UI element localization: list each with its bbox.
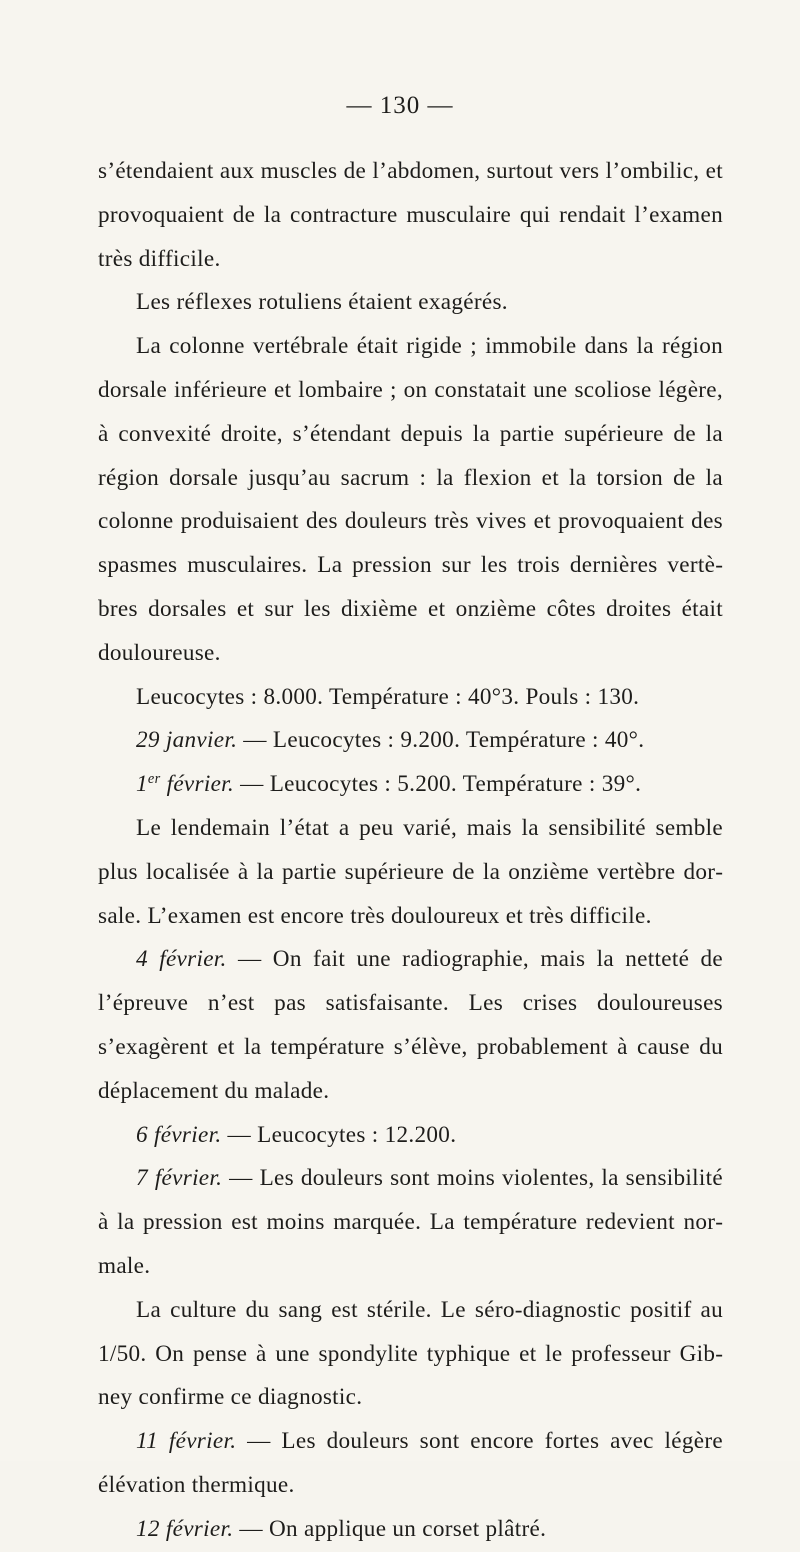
- paragraph-6-fevrier: [98, 1114, 723, 1158]
- entry-date: 11 février.: [136, 1428, 237, 1455]
- paragraph-1-fevrier: [98, 763, 723, 807]
- entry-date: 4 février.: [136, 946, 227, 973]
- paragraph-4-fevrier: [98, 938, 723, 1113]
- entry-text: — Leucocytes : 5.200. Température : 39°.: [234, 771, 642, 798]
- entry-text: — Leucocytes : 12.200.: [221, 1121, 457, 1148]
- entry-date: 29 janvier.: [136, 727, 238, 754]
- paragraph-7-fevrier: [98, 1157, 723, 1288]
- paragraph-reflexes: Les réflexes rotuliens étaient exagérés.: [136, 289, 508, 316]
- entry-text: — On applique un corset plâtré.: [233, 1515, 547, 1542]
- entry-text: — Les douleurs sont moins violentes, la sensibilité à la pression est moins marquée. La température redevient normale.: [98, 1165, 723, 1279]
- body-text: [98, 150, 723, 1552]
- entry-date-number: 1: [136, 771, 148, 798]
- entry-date: [136, 771, 234, 797]
- paragraph-continuation: s’étendaient aux muscles de l’abdomen, surtout vers l’ombilic, et provoquaient de la contracture musculaire qui rendait l’examen très difficile.: [98, 158, 723, 272]
- entry-date: 6 février.: [136, 1121, 222, 1148]
- paragraph-culture: La culture du sang est stérile. Le séro-diagnostic positif au 1/50. On pense à une spondylite typhique et le professeur Gibney confirme ce diagnostic.: [98, 1296, 723, 1411]
- paragraph-11-fevrier: [98, 1420, 723, 1508]
- entry-date: 7 février.: [136, 1165, 223, 1192]
- entry-text: — On fait une radiographie, mais la netteté de l’épreuve n’est pas satisfaisante. Les crises douloureuses s’exagèrent et la température s’élève, probablement à cause du déplacement du malade.: [98, 946, 723, 1104]
- paragraph-12-fevrier: [98, 1508, 723, 1552]
- entry-date: 12 février.: [136, 1515, 234, 1542]
- paragraph-29-janvier: [98, 719, 723, 763]
- paragraph-leucocytes-initial: Leucocytes : 8.000. Température : 40°3. Pouls : 130.: [136, 683, 640, 710]
- entry-date-ordinal: er: [147, 771, 161, 788]
- paragraph-lendemain: Le lendemain l’état a peu varié, mais la sensibilité semble plus localisée à la partie supérieure de la onzième vertèbre dorsale. L’examen est encore très douloureux et très difficile.: [98, 814, 723, 929]
- entry-text: — Leucocytes : 9.200. Température : 40°.: [237, 727, 645, 754]
- paragraph-spine: La colonne vertébrale était rigide ; immobile dans la région dorsale inférieure et lombaire ; on constatait une scoliose légère, à convexité droite, s’étendant depuis la partie supérieure de la région dorsale jusqu’au sacrum : la flexion et la torsion de la colonne produisaient des douleurs très vives et provoquaient des spasmes musculaires. La pression sur les trois dernières vertèbres dorsales et sur les dixième et onzième côtes droites était douloureuse.: [98, 333, 723, 666]
- entry-text: — Les douleurs sont encore fortes avec légère élévation thermique.: [98, 1428, 723, 1498]
- entry-date-month: février.: [160, 771, 235, 798]
- page-number: — 130 —: [346, 92, 454, 119]
